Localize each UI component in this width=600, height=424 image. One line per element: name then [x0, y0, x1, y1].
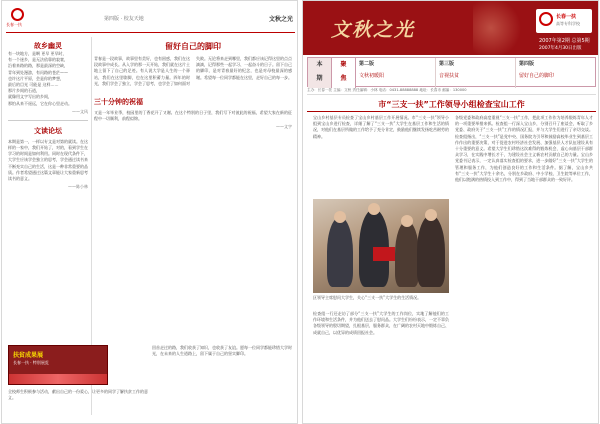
logo-line1: 长春一扶: [556, 14, 577, 20]
index-section: 文秋初暖阳: [359, 73, 385, 79]
poem-line: 也许这片平原，会是你的梦想，: [8, 75, 64, 81]
index-label-bottom: 期: [316, 75, 323, 82]
poem-line: 就像用文字写出的乡间，: [8, 94, 52, 100]
article-text-b: 各级党委和政府高度重视“三支一扶”工作，把此项工作作为培养锻炼青年人才的一项重要举措来抓。检查组一行深入宝山乡，分别召开了座谈会，听取了乡党委、政府关于“三支一扶”工作的情况汇报，并与大学生们进行了亲切交谈。检查组指出，“三支一扶”是党中央、国务院为引导和鼓励高校毕业生到基层工作作出的重要决策，对于促进农村经济社会发展、加强基层人才队伍建设具有十分重要的意义。希望大学生们珍惜这次难得的锻炼机会，虚心向基层干部群众学习，在实践中增长才干，为建设社会主义新农村贡献自己的力量。宝山乡党委书记表示，一定认真落实检查组的要求，进一步做好“三支一扶”大学生的管理和服务工作，为他们创造良好的工作和生活条件。据了解，宝山乡共有“三支一扶”大学生十余名，分别在乡政府、中小学校、卫生院等单位工作，他们以饱满的热情投入到工作中，得到了当地干部群众的一致好评。: [455, 115, 593, 183]
logo-text: 长春一扶: [6, 22, 22, 27]
poem-line: 那片乡间的石道，: [8, 88, 40, 94]
exhibition-ad-banner[interactable]: [8, 345, 108, 385]
logo-ring-icon: [539, 12, 553, 26]
index-label-top: 本: [316, 61, 323, 68]
publish-date: 2007年4月30日出版: [539, 46, 582, 51]
essay-short-text: 本期是第一，一样以专文是对第的就读。在这样的一家中，我们开始了，对的，看到学生在学习的时间是如何利用。同时在现代条件下，大学生应该学会独立的思考，学会通过读书来不断充实自己的生活，这是一种非常重要的品质。作者希望通过这篇文章能让大家重新思考读书的意义。: [8, 138, 88, 182]
ad-title: 扶贫成果展: [13, 352, 44, 359]
poem-title: 故乡幽灵: [34, 42, 62, 50]
masthead-title: 文秋之光: [331, 19, 416, 41]
school-logo-icon: [6, 7, 30, 29]
article-text-a: 宝山乡村基层专员检查了宝山乡村基层工作开展情况。市“三支一扶”领导小组到宝山乡进行检查，详细了解了“三支一扶”大学生在基层工作和生活的情况，对他们在基层所做的工作给予了充分肯定，鼓励他们继续发扬吃苦耐劳的精神。: [313, 115, 449, 139]
index-cell[interactable]: [356, 58, 436, 88]
wish-text: 又是一年毕业季，校园里的丁香花开了又谢。在这个特别的日子里，我们写下对彼此的祝福，希望大家在新的征程中一切顺利，前程似锦。: [94, 110, 292, 122]
article-column-right: [455, 115, 593, 415]
index-section: 留好自己的脚印: [519, 73, 555, 79]
article-text-c: 检查组一行还走访了部分“三支一扶”大学生的工作岗位，实地了解他们的工作环境和生活条件，并为他们送去了慰问品。大学生们纷纷表示，一定不辜负各级领导的殷切期望，扎根基层，服务群众，在广阔的农村天地中锻炼自己、成就自己，以优异的成绩回报社会。: [313, 311, 449, 335]
essay-main-text: 青春是一段故事，故事里有美好，也有困惑，我们在这段故事中成长。从入学的那一天开始，我们就在这片土地上留下了自己的足迹。有人说大学是人生的一个驿站，我们在这里歇脚，也在这里积蓄力量。四年的时光，我们学会了独立，学会了思考，也学会了如何面对失败。无论将来走到哪里，我们都应该记得这里的点点滴滴，记得那些一起学习、一起奋斗的日子。留下自己的脚印，是对青春最好的纪念，也是对母校最深的感谢。希望每一位同学都能在这里，走好自己的每一步。: [94, 56, 292, 86]
ad-decoration: [9, 374, 107, 384]
gift-box-icon: [373, 247, 395, 261]
poem-line: 有一个迷乡，是无法依靠的寂寞，: [8, 57, 68, 63]
banner-decoration: [473, 1, 533, 55]
wish-title: 三十分钟的祝福: [94, 98, 143, 107]
bottom-text-block: [152, 345, 292, 415]
poem-line: 青年到处漫游，有问路的苍茫——: [8, 69, 68, 75]
photo-caption: 区领导主席慰问大学生，关心“三支一扶”大学生的生活情况。: [313, 295, 422, 300]
article-column-left-bottom: [313, 311, 449, 415]
school-logo: [536, 9, 592, 33]
poem-line: 沿着来路的路，那是最深的空缺，: [8, 63, 68, 69]
essay-short-author: ——陈小林: [68, 184, 88, 190]
index-label-2: [332, 58, 356, 88]
right-page: [302, 0, 599, 424]
index-label-top-2: 聚: [340, 61, 347, 68]
headline-rule: [307, 111, 596, 112]
issue-index: [307, 57, 596, 87]
article-headline: 市“三支一扶”工作领导小组检查宝山工作: [378, 100, 525, 109]
index-edition: 第四版: [519, 61, 535, 67]
ad-caption: 全校师生积极参与活动，献出自己的一份爱心，让更多的同学了解扶贫工作的意义。: [8, 389, 148, 400]
wish-author: ——文字: [276, 124, 292, 130]
bottom-text: 回首走过的路，我们收获了知识，也收获了友谊。愿每一位同学都能珍惜大学时光，在未来的人生道路上，留下属于自己的坚实脚印。: [152, 345, 292, 357]
index-label: [308, 58, 332, 88]
poem-line: 那怕从来不遥远，它在你心里走动。: [8, 100, 72, 106]
poem-line: 有一块地方，是啊 更早 更早时，: [8, 51, 67, 56]
issue-text: 第四版 · 校友天地: [104, 16, 144, 22]
ad-subtitle: 长春一扶 · 特别展览: [13, 360, 49, 365]
issue-number: 2007年第2期 总第5期: [539, 38, 590, 44]
index-section: 音视扶贫: [439, 73, 460, 79]
essay-short-title: 文读论坛: [34, 126, 62, 135]
logo-line2: 高等专科学校: [556, 21, 580, 26]
section-label: 文秋之光: [268, 16, 293, 23]
news-photo: [313, 199, 449, 293]
index-cell[interactable]: [436, 58, 516, 88]
publication-meta: 主办：长春一扶 主编：文秋 责任编辑：小林 电话：0431-88888888 地址：长春市 邮编：130000: [307, 88, 596, 95]
poem-body: [8, 51, 88, 107]
index-edition: 第三版: [439, 61, 455, 67]
poem-line: 最后的目光 可能是 这样……: [8, 82, 59, 88]
masthead-banner: [303, 1, 599, 55]
left-page-header: [6, 5, 295, 33]
index-label-bottom-2: 焦: [340, 75, 347, 82]
left-page: [1, 0, 298, 424]
index-cell[interactable]: [516, 58, 596, 88]
index-edition: 第二版: [359, 61, 375, 67]
poem-author: ——文风: [72, 108, 88, 114]
article-column-left: [313, 115, 449, 199]
divider: [8, 120, 88, 121]
essay-main-title: 留好自己的脚印: [165, 42, 221, 51]
